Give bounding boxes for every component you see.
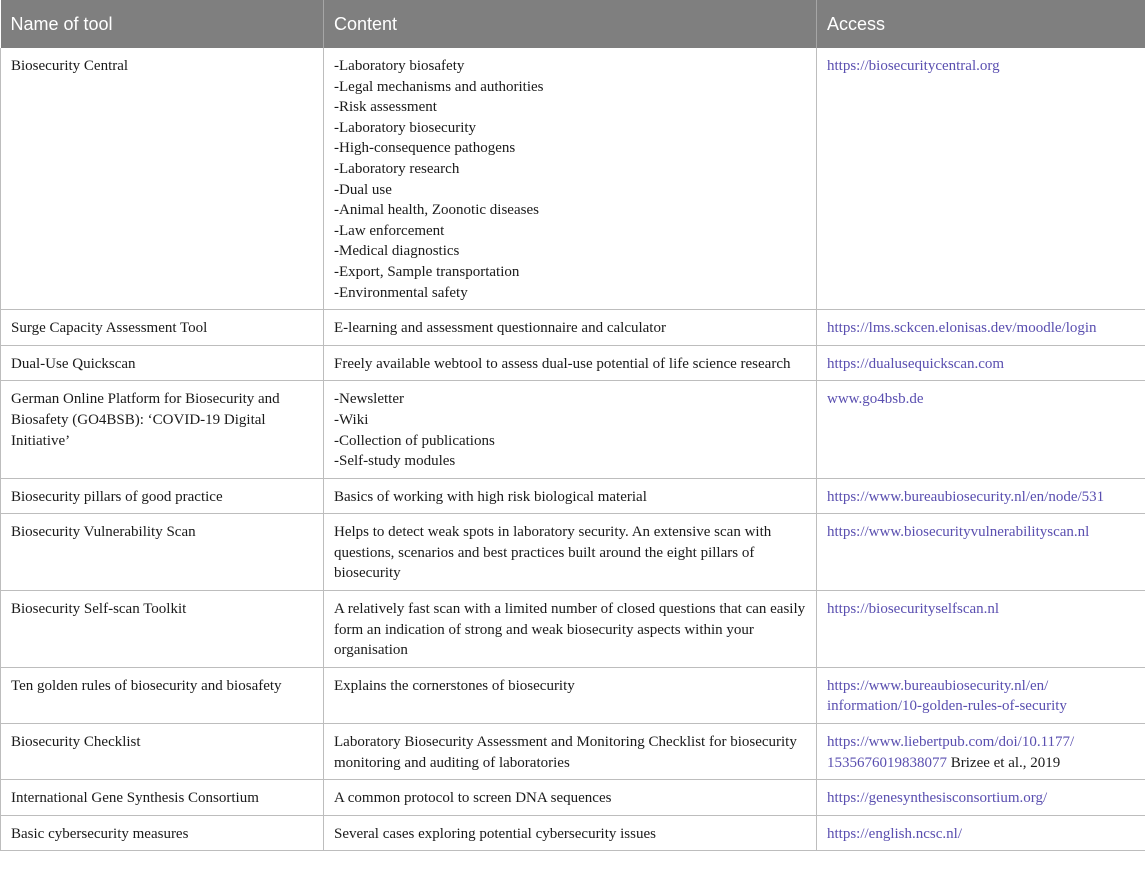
access-link-text: https://www.bureaubiosecurity.nl/en/ [827,677,1049,694]
table-body [1,48,1145,851]
content-cell [324,48,817,310]
content-cell [324,815,817,851]
access-citation: Brizee et al., 2019 [947,754,1061,771]
content-cell [324,667,817,723]
header-content: Content [324,0,817,48]
table-row [1,667,1145,723]
content-line: -Laboratory biosafety [334,58,465,74]
table-row [1,724,1145,780]
content-line: Helps to detect weak spots in laboratory security. An extensive scan with questions, scenarios and best practices built around the eight pillars of biosecurity [334,524,772,582]
tool-name-cell: Dual-Use Quickscan [1,345,324,381]
content-cell [324,478,817,514]
access-cell [817,345,1145,381]
content-line: Freely available webtool to assess dual-use potential of life science research [334,355,791,372]
access-link-text: https://dualusequickscan.com [827,355,1005,372]
access-link-text: information/10-golden-rules-of-security [827,698,1067,715]
table-header [1,0,1145,48]
header-access: Access [817,0,1145,48]
content-line: Laboratory Biosecurity Assessment and Monitoring Checklist for biosecurity monitoring and auditing of laboratories [334,734,797,771]
content-line: -Wiki [334,411,369,428]
access-link[interactable] [827,676,1135,715]
content-cell [324,514,817,591]
tool-name-cell: Basic cybersecurity measures [1,815,324,851]
access-link[interactable] [827,320,1097,336]
content-line: Basics of working with high risk biological material [334,488,647,505]
access-link-text: www.go4bsb.de [827,391,924,408]
access-link-text: https://www.bureaubiosecurity.nl/en/node/531 [827,488,1105,505]
access-link-text: https://biosecuritycentral.org [827,58,1000,74]
tool-name-cell: Biosecurity Central [1,48,324,310]
table-row [1,815,1145,851]
content-line: A relatively fast scan with a limited number of closed questions that can easily form an indication of strong and weak biosecurity aspects within your organisation [334,601,806,659]
content-cell [324,381,817,478]
content-line: -Self-study modules [334,453,456,470]
content-line: E-learning and assessment questionnaire and calculator [334,320,666,337]
access-link[interactable] [827,601,999,617]
access-link[interactable] [827,790,1047,806]
content-cell [324,780,817,816]
tool-name-cell: Biosecurity Vulnerability Scan [1,514,324,591]
access-cell [817,591,1145,668]
table-row [1,478,1145,514]
table-row [1,780,1145,816]
content-line: -Newsletter [334,391,404,408]
content-line: -Laboratory research [334,160,460,177]
access-link[interactable] [827,391,924,407]
header-row [1,0,1145,48]
content-line: -Dual use [334,181,392,198]
content-line: -Collection of publications [334,432,495,449]
header-name-of-tool: Name of tool [1,0,324,48]
access-cell [817,667,1145,723]
access-cell [817,815,1145,851]
tool-name-cell: International Gene Synthesis Consortium [1,780,324,816]
table-row [1,310,1145,346]
content-line: Explains the cornerstones of biosecurity [334,677,575,694]
access-cell [817,478,1145,514]
content-line: -High-consequence pathogens [334,140,516,157]
content-cell [324,345,817,381]
tool-name-cell: Surge Capacity Assessment Tool [1,310,324,346]
content-line: -Export, Sample transportation [334,263,520,280]
table-row [1,591,1145,668]
content-line: A common protocol to screen DNA sequences [334,790,612,807]
content-cell [324,724,817,780]
access-cell [817,381,1145,478]
access-cell [817,724,1145,780]
access-link[interactable] [827,356,1004,372]
access-link-text: https://www.biosecurityvulnerabilityscan.nl [827,524,1090,541]
content-line: -Animal health, Zoonotic diseases [334,202,539,219]
content-cell [324,591,817,668]
content-line: Several cases exploring potential cybersecurity issues [334,825,656,842]
tool-name-cell: Ten golden rules of biosecurity and biosafety [1,667,324,723]
access-link-text: https://www.liebertpub.com/doi/10.1177/ [827,734,1075,751]
access-link-text: 1535676019838077 [827,754,947,771]
access-cell [817,780,1145,816]
content-cell [324,310,817,346]
tool-name-cell: German Online Platform for Biosecurity and Biosafety (GO4BSB): ‘COVID-19 Digital Initiative’ [1,381,324,478]
table-row [1,514,1145,591]
content-line: -Laboratory biosecurity [334,119,477,136]
access-link-text: https://lms.sckcen.elonisas.dev/moodle/login [827,320,1097,337]
access-link-text: https://genesynthesisconsortium.org/ [827,790,1048,807]
table-row [1,48,1145,310]
tool-name-cell: Biosecurity pillars of good practice [1,478,324,514]
access-link[interactable] [827,58,1000,74]
access-cell [817,310,1145,346]
tool-name-cell: Biosecurity Checklist [1,724,324,780]
access-link-text: https://biosecurityselfscan.nl [827,601,1000,618]
content-line: -Risk assessment [334,99,437,116]
access-link[interactable] [827,826,962,842]
table-row [1,381,1145,478]
access-cell [817,48,1145,310]
access-cell [817,514,1145,591]
content-line: -Law enforcement [334,222,445,239]
tool-name-cell: Biosecurity Self-scan Toolkit [1,591,324,668]
content-line: -Environmental safety [334,284,468,301]
access-link[interactable] [827,489,1104,505]
content-line: -Medical diagnostics [334,243,460,260]
content-line: -Legal mechanisms and authorities [334,78,544,95]
access-link[interactable] [827,524,1089,540]
access-link-text: https://english.ncsc.nl/ [827,825,962,842]
table-row [1,345,1145,381]
